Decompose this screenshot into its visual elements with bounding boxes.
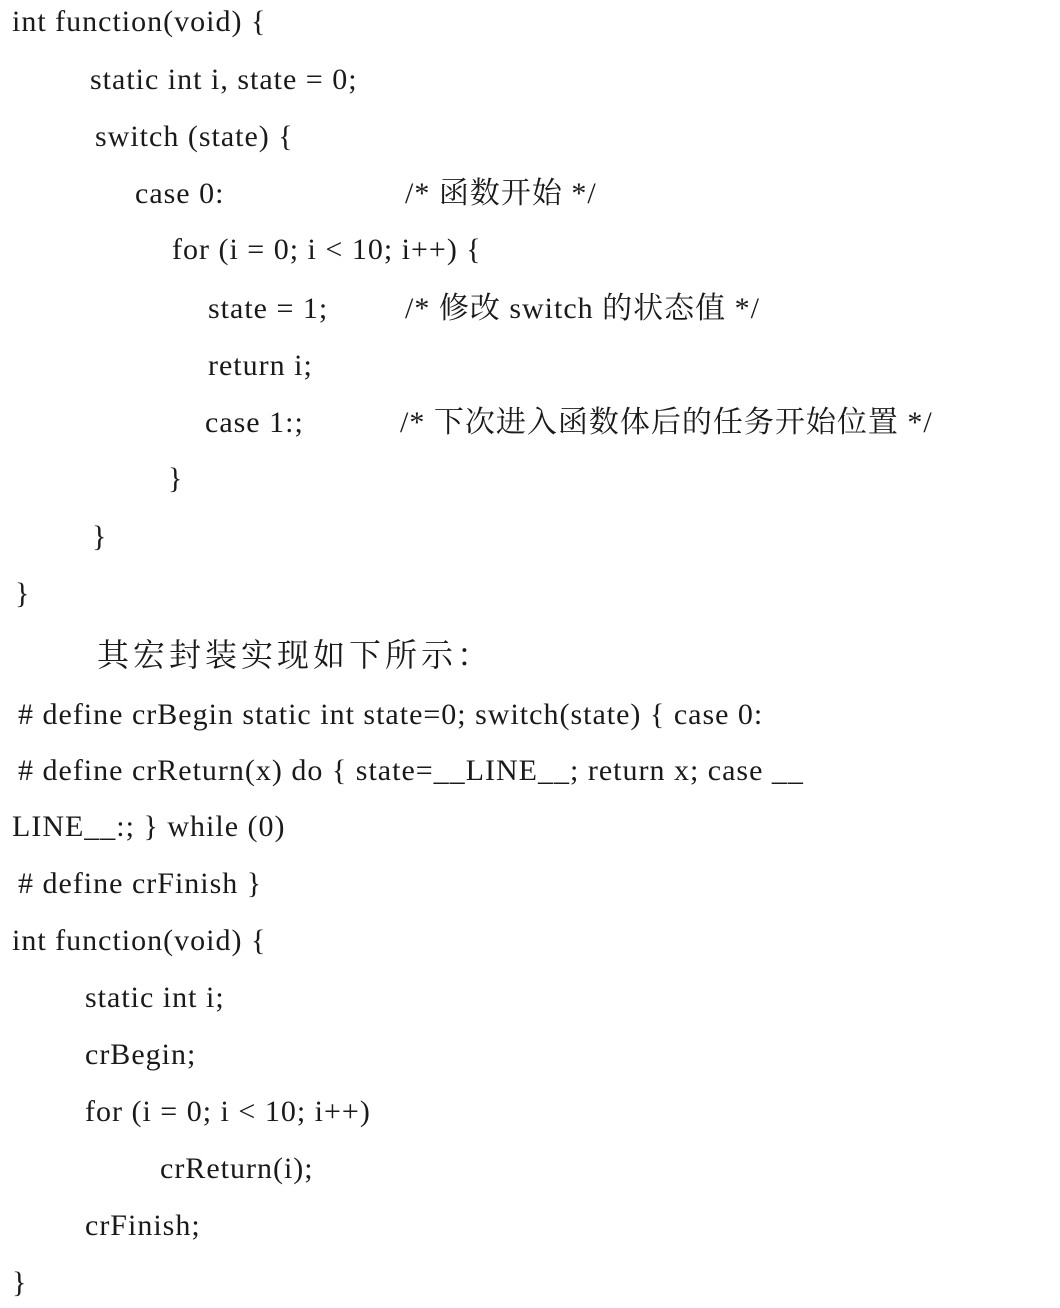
code-line: case 1:; (205, 406, 304, 439)
code-comment: /* 下次进入函数体后的任务开始位置 */ (400, 406, 933, 439)
code-line: for (i = 0; i < 10; i++) { (172, 233, 482, 266)
code-line: int function(void) { (12, 924, 267, 957)
code-line: return i; (208, 349, 313, 382)
code-line: # define crReturn(x) do { state=__LINE__; return x; case __ (18, 754, 804, 787)
code-comment: /* 修改 switch 的状态值 */ (405, 292, 760, 325)
code-line: crFinish; (85, 1209, 201, 1242)
code-line: LINE__:; } while (0) (12, 810, 286, 843)
code-line: # define crBegin static int state=0; switch(state) { case 0: (18, 698, 764, 731)
code-line: for (i = 0; i < 10; i++) (85, 1095, 371, 1128)
code-line: case 0: (135, 177, 225, 210)
code-line: static int i, state = 0; (90, 63, 358, 96)
code-line: } (168, 462, 184, 495)
code-line: } (92, 520, 108, 553)
paragraph-text: 其宏封装实现如下所示： (97, 637, 494, 673)
code-line: state = 1; (208, 292, 329, 325)
code-line: switch (state) { (95, 120, 294, 153)
code-line: crBegin; (85, 1038, 197, 1071)
code-line: int function(void) { (12, 5, 267, 38)
code-line: crReturn(i); (160, 1152, 314, 1185)
code-line: } (12, 1266, 28, 1299)
code-line: # define crFinish } (18, 867, 263, 900)
code-line: } (15, 577, 31, 610)
code-line: static int i; (85, 981, 225, 1014)
code-comment: /* 函数开始 */ (405, 177, 597, 210)
